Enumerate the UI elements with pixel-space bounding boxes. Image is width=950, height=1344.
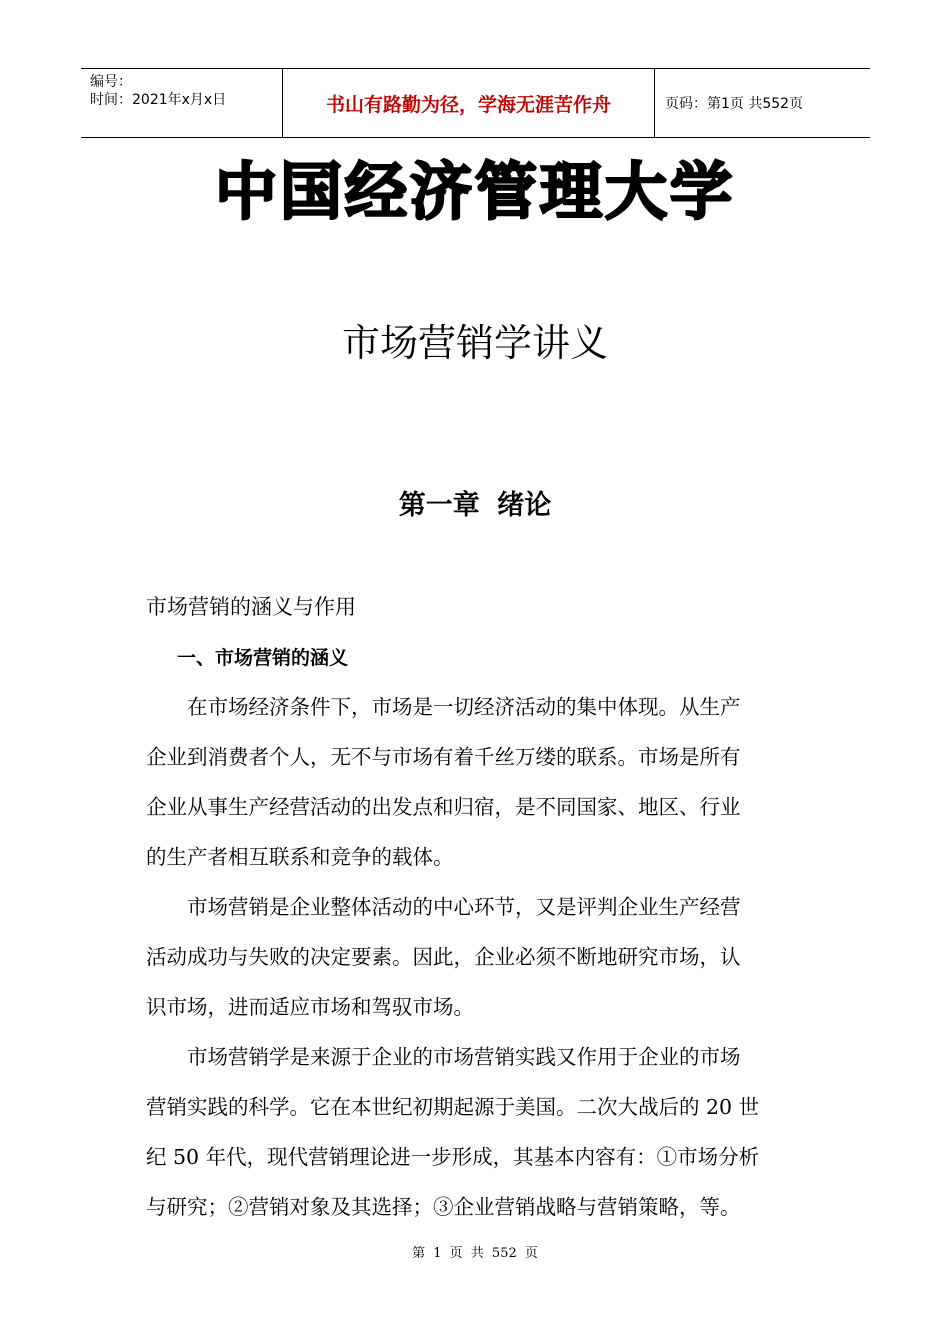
paragraph-line: 市场营销是企业整体活动的中心环节，又是评判企业生产经营 [146,895,741,919]
paragraph-line: 识市场，进而适应市场和驾驭市场。 [146,995,474,1019]
paragraph-3 [146,1032,810,1232]
paragraph-line: 市场营销学是来源于企业的市场营销实践又作用于企业的市场 [146,1045,741,1069]
university-name: 中国经济管理大学 [214,155,735,228]
paragraph-line: 营销实践的科学。它在本世纪初期起源于美国。二次大战后的 20 世 [146,1095,760,1119]
paragraph-line: 的生产者相互联系和竞争的载体。 [146,845,454,869]
chapter-title: 第一章 绪论 [398,490,552,521]
number-label: 编号： [90,74,132,90]
document-title: 市场营销学讲义 [341,321,608,365]
section-title: 市场营销的涵义与作用 [146,595,356,619]
header-page-info: 页码：第1页 共552页 [665,96,804,112]
subsection-title: 一、市场营销的涵义 [177,647,349,669]
header-meta [81,69,282,137]
paragraph-line: 纪 50 年代，现代营销理论进一步形成，其基本内容有：①市场分析 [146,1145,760,1169]
header-motto: 书山有路勤为径，学海无涯苦作舟 [282,69,655,137]
paragraph-line: 企业从事生产经营活动的出发点和归宿，是不同国家、地区、行业 [146,795,741,819]
paragraph-line: 企业到消费者个人，无不与市场有着千丝万缕的联系。市场是所有 [146,745,741,769]
paragraph-1 [146,682,810,882]
page-header [81,68,870,138]
time-label: 时间：2021年x月x日 [90,92,227,108]
paragraph-2 [146,882,810,1032]
paragraph-line: 与研究；②营销对象及其选择；③企业营销战略与营销策略，等。 [146,1195,741,1219]
page-footer: 第 1 页 共 552 页 [412,1246,538,1261]
paragraph-line: 在市场经济条件下，市场是一切经济活动的集中体现。从生产 [146,695,741,719]
paragraph-line: 活动成功与失败的决定要素。因此，企业必须不断地研究市场，认 [146,945,741,969]
